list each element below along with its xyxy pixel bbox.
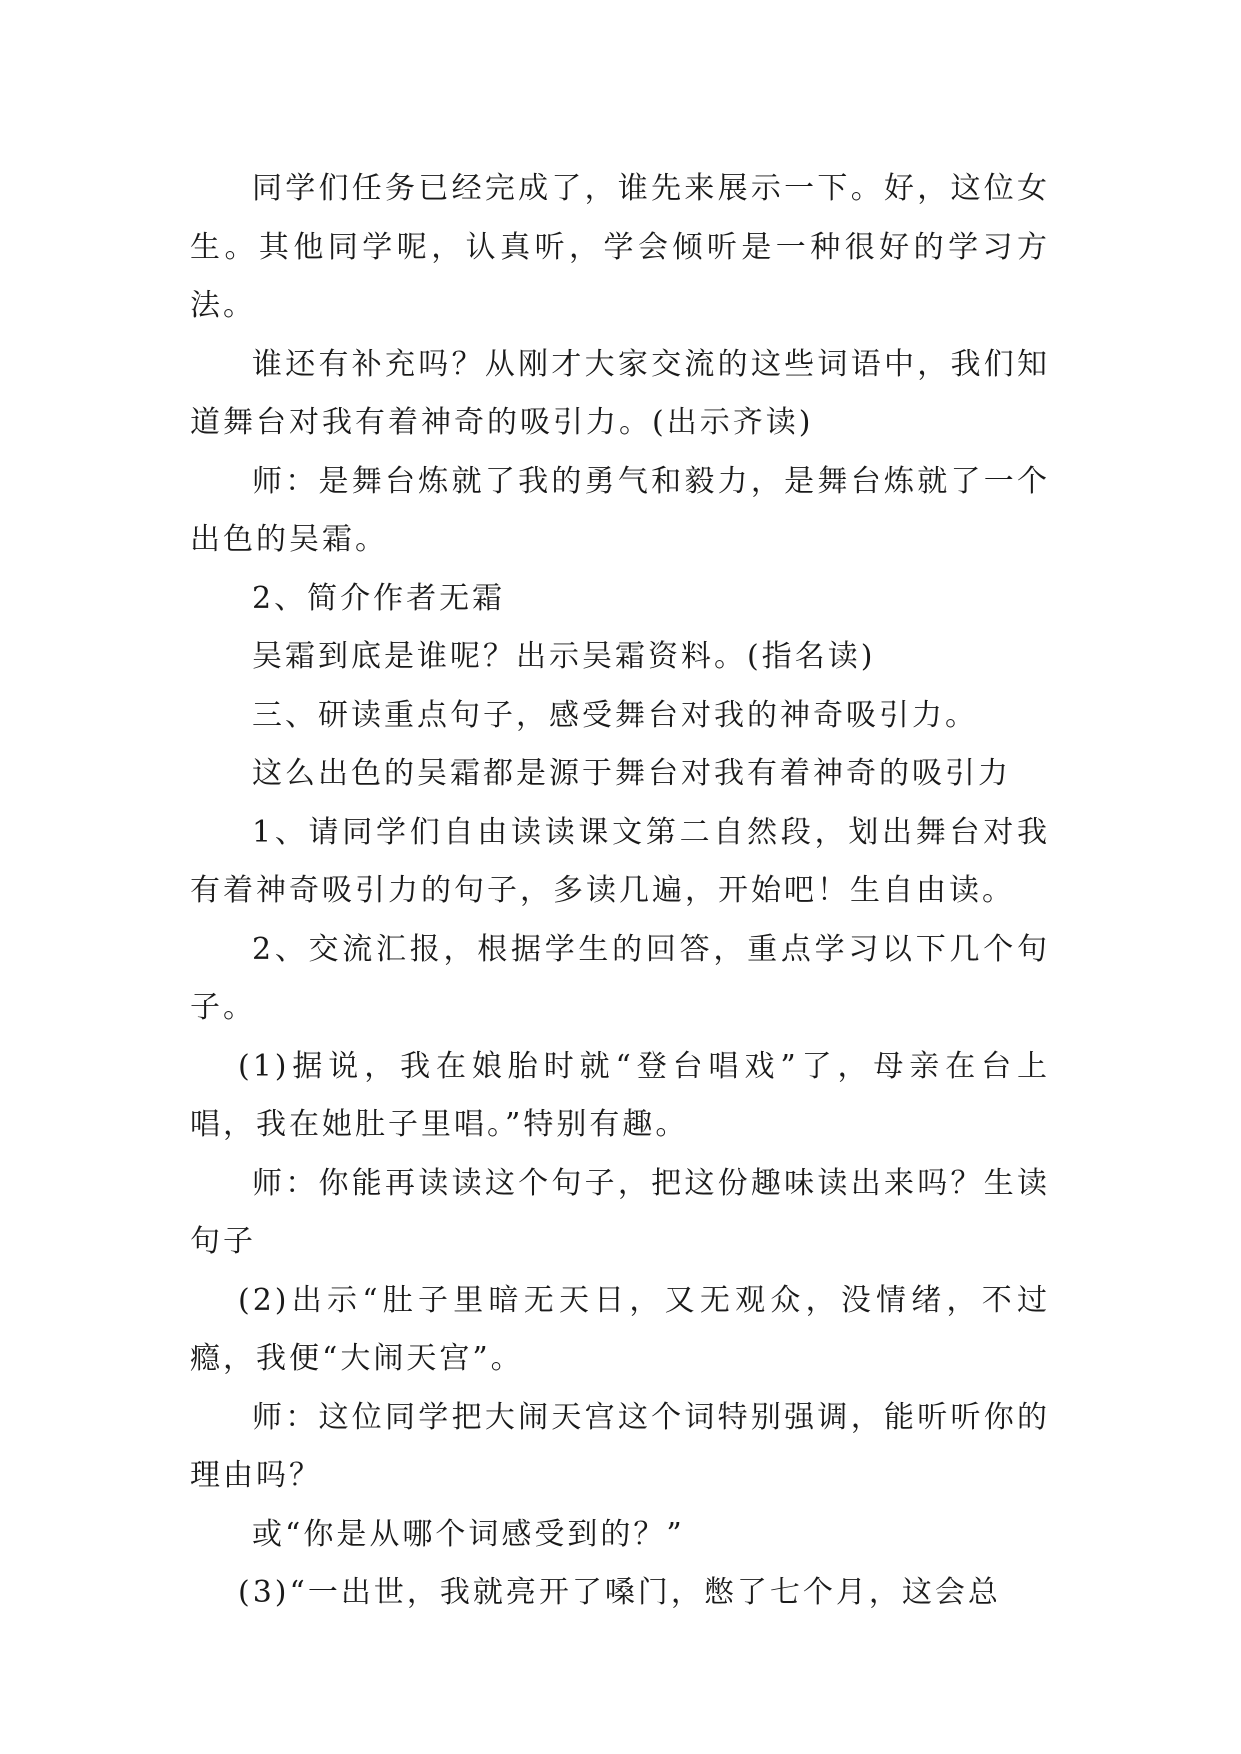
paragraph-author-question: 吴霜到底是谁呢？出示吴霜资料。(指名读) (252, 639, 876, 674)
paragraph-teacher-emphasis: 师：这位同学把大闹天宫这个词特别强调，能听听你的理由吗？ (190, 1399, 1050, 1493)
paragraph-author-intro-heading: 2、简介作者无霜 (252, 580, 506, 616)
paragraph-sentence-two: (2)出示“肚子里暗无天日，又无观众，没情绪，不过瘾，我便“大闹天宫”。 (190, 1282, 1050, 1376)
paragraph-section-three-heading: 三、研读重点句子，感受舞台对我的神奇吸引力。 (252, 697, 978, 733)
paragraph-free-reading: 1、请同学们自由读读课文第二自然段，划出舞台对我有着神奇吸引力的句子，多读几遍，开始吧！生自由读。 (190, 814, 1050, 908)
paragraph-teacher-reread: 师：你能再读读这个句子，把这份趣味读出来吗？生读句子 (190, 1165, 1050, 1259)
paragraph-supplement: 谁还有补充吗？从刚才大家交流的这些词语中，我们知道舞台对我有着神奇的吸引力。(出示齐读) (190, 346, 1050, 440)
paragraph-task-complete: 同学们任务已经完成了，谁先来展示一下。好，这位女生。其他同学呢，认真听，学会倾听是一种很好的学习方法。 (190, 171, 1050, 323)
paragraph-sentence-three: (3)“一出世，我就亮开了嗓门，憋了七个月，这会总 (238, 1575, 1001, 1610)
document-body (190, 160, 1050, 1623)
paragraph-report: 2、交流汇报，根据学生的回答，重点学习以下几个句子。 (190, 931, 1050, 1025)
paragraph-which-word: 或“你是从哪个词感受到的？” (252, 1516, 685, 1552)
paragraph-attraction-source: 这么出色的吴霜都是源于舞台对我有着神奇的吸引力 (252, 756, 1011, 791)
paragraph-teacher-stage: 师：是舞台炼就了我的勇气和毅力，是舞台炼就了一个出色的吴霜。 (190, 463, 1050, 557)
paragraph-sentence-one: (1)据说，我在娘胎时就“登台唱戏”了，母亲在台上唱，我在她肚子里唱。”特别有趣。 (190, 1048, 1050, 1142)
